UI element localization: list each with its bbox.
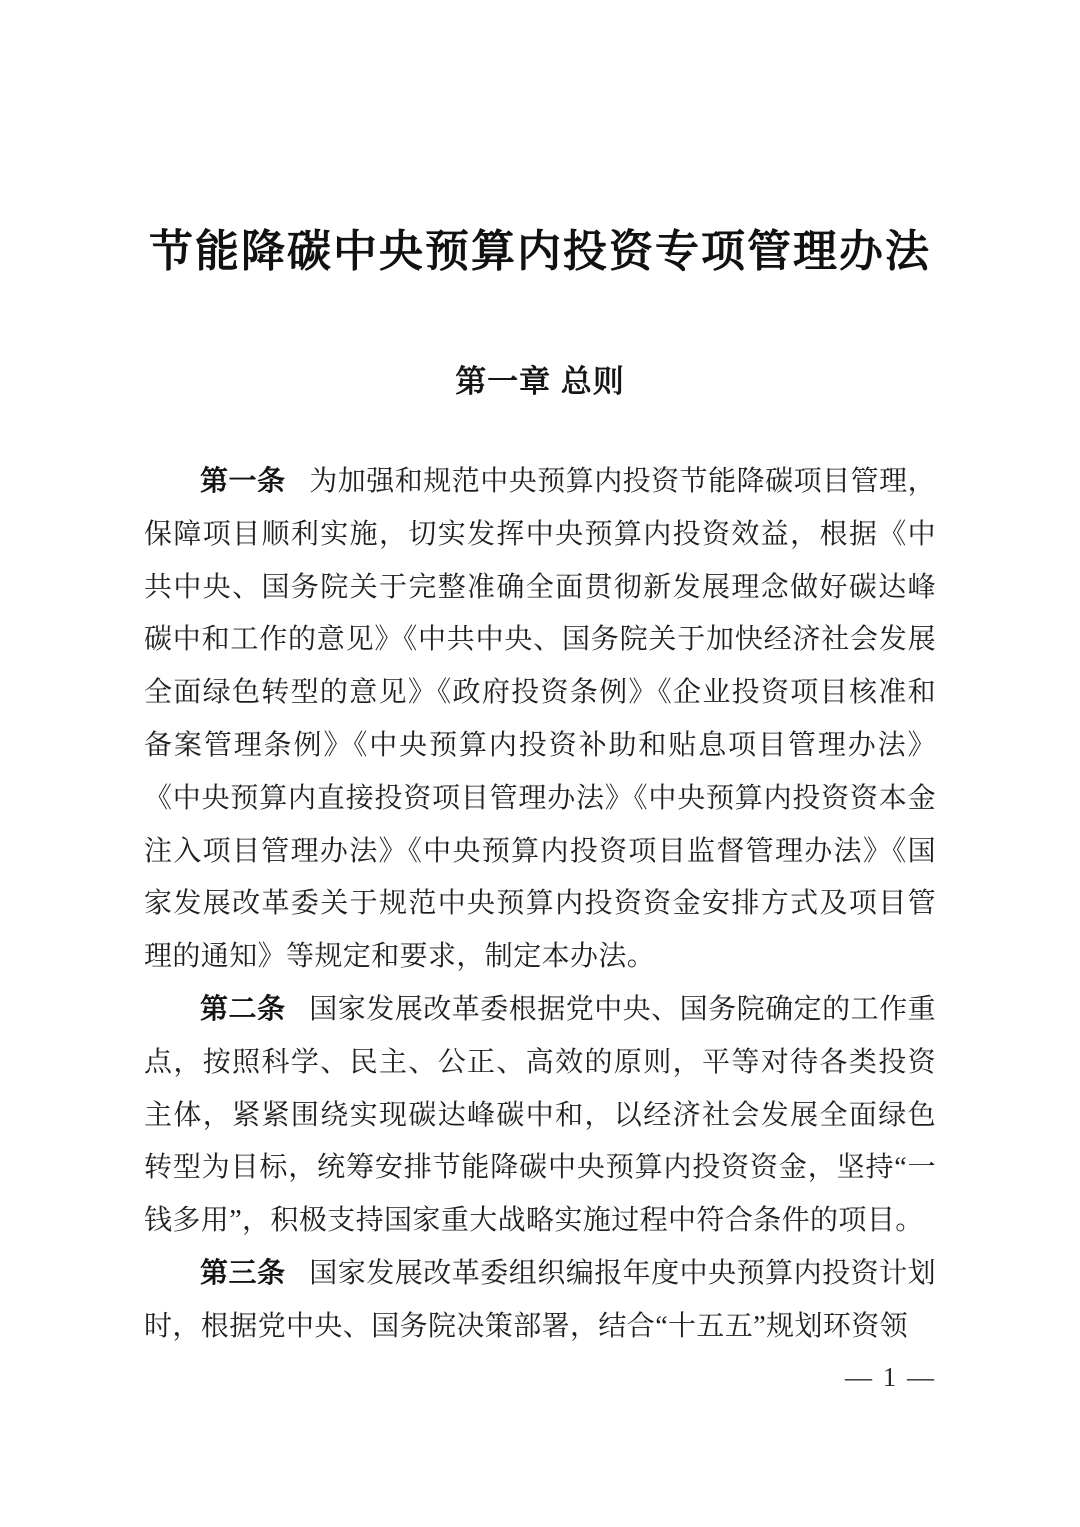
article-3-label: 第三条 <box>200 1257 286 1289</box>
article-1-text: 为加强和规范中央预算内投资节能降碳项目管理，保障项目顺利实施，切实发挥中央预算内投资效益，根据《中共中央、国务院关于完整准确全面贯彻新发展理念做好碳达峰碳中和工作的意见》《中共中央、国务院关于加快经济社会发展全面绿色转型的意见》《政府投资条例》《企业投资项目核准和备案管理条例》《中央预算内投资补助和贴息项目管理办法》《中央预算内直接投资项目管理办法》《中央预算内投资资本金注入项目管理办法》《中央预算内投资项目监督管理办法》《国家发展改革委关于规范中央预算内投资资金安排方式及项目管理的通知》等规定和要求，制定本办法。 <box>144 466 936 973</box>
article-3 <box>144 1248 936 1354</box>
document-body <box>144 456 936 1354</box>
document-content <box>144 0 936 1393</box>
document-title: 节能降碳中央预算内投资专项管理办法 <box>149 226 931 277</box>
article-1-label: 第一条 <box>200 466 286 497</box>
article-3-text: 国家发展改革委组织编报年度中央预算内投资计划时，根据党中央、国务院决策部署，结合“十五五”规划环资领 <box>144 1257 936 1342</box>
chapter-heading: 第一章 总则 <box>455 364 625 399</box>
article-2 <box>144 984 936 1248</box>
article-2-text: 国家发展改革委根据党中央、国务院确定的工作重点，按照科学、民主、公正、高效的原则，平等对待各类投资主体，紧紧围绕实现碳达峰碳中和，以经济社会发展全面绿色转型为目标，统筹安排节能降碳中央预算内投资资金，坚持“一钱多用”，积极支持国家重大战略实施过程中符合条件的项目。 <box>144 993 936 1237</box>
article-2-label: 第二条 <box>200 993 286 1025</box>
page-number: — 1 — <box>845 1361 936 1392</box>
article-1 <box>144 456 936 984</box>
